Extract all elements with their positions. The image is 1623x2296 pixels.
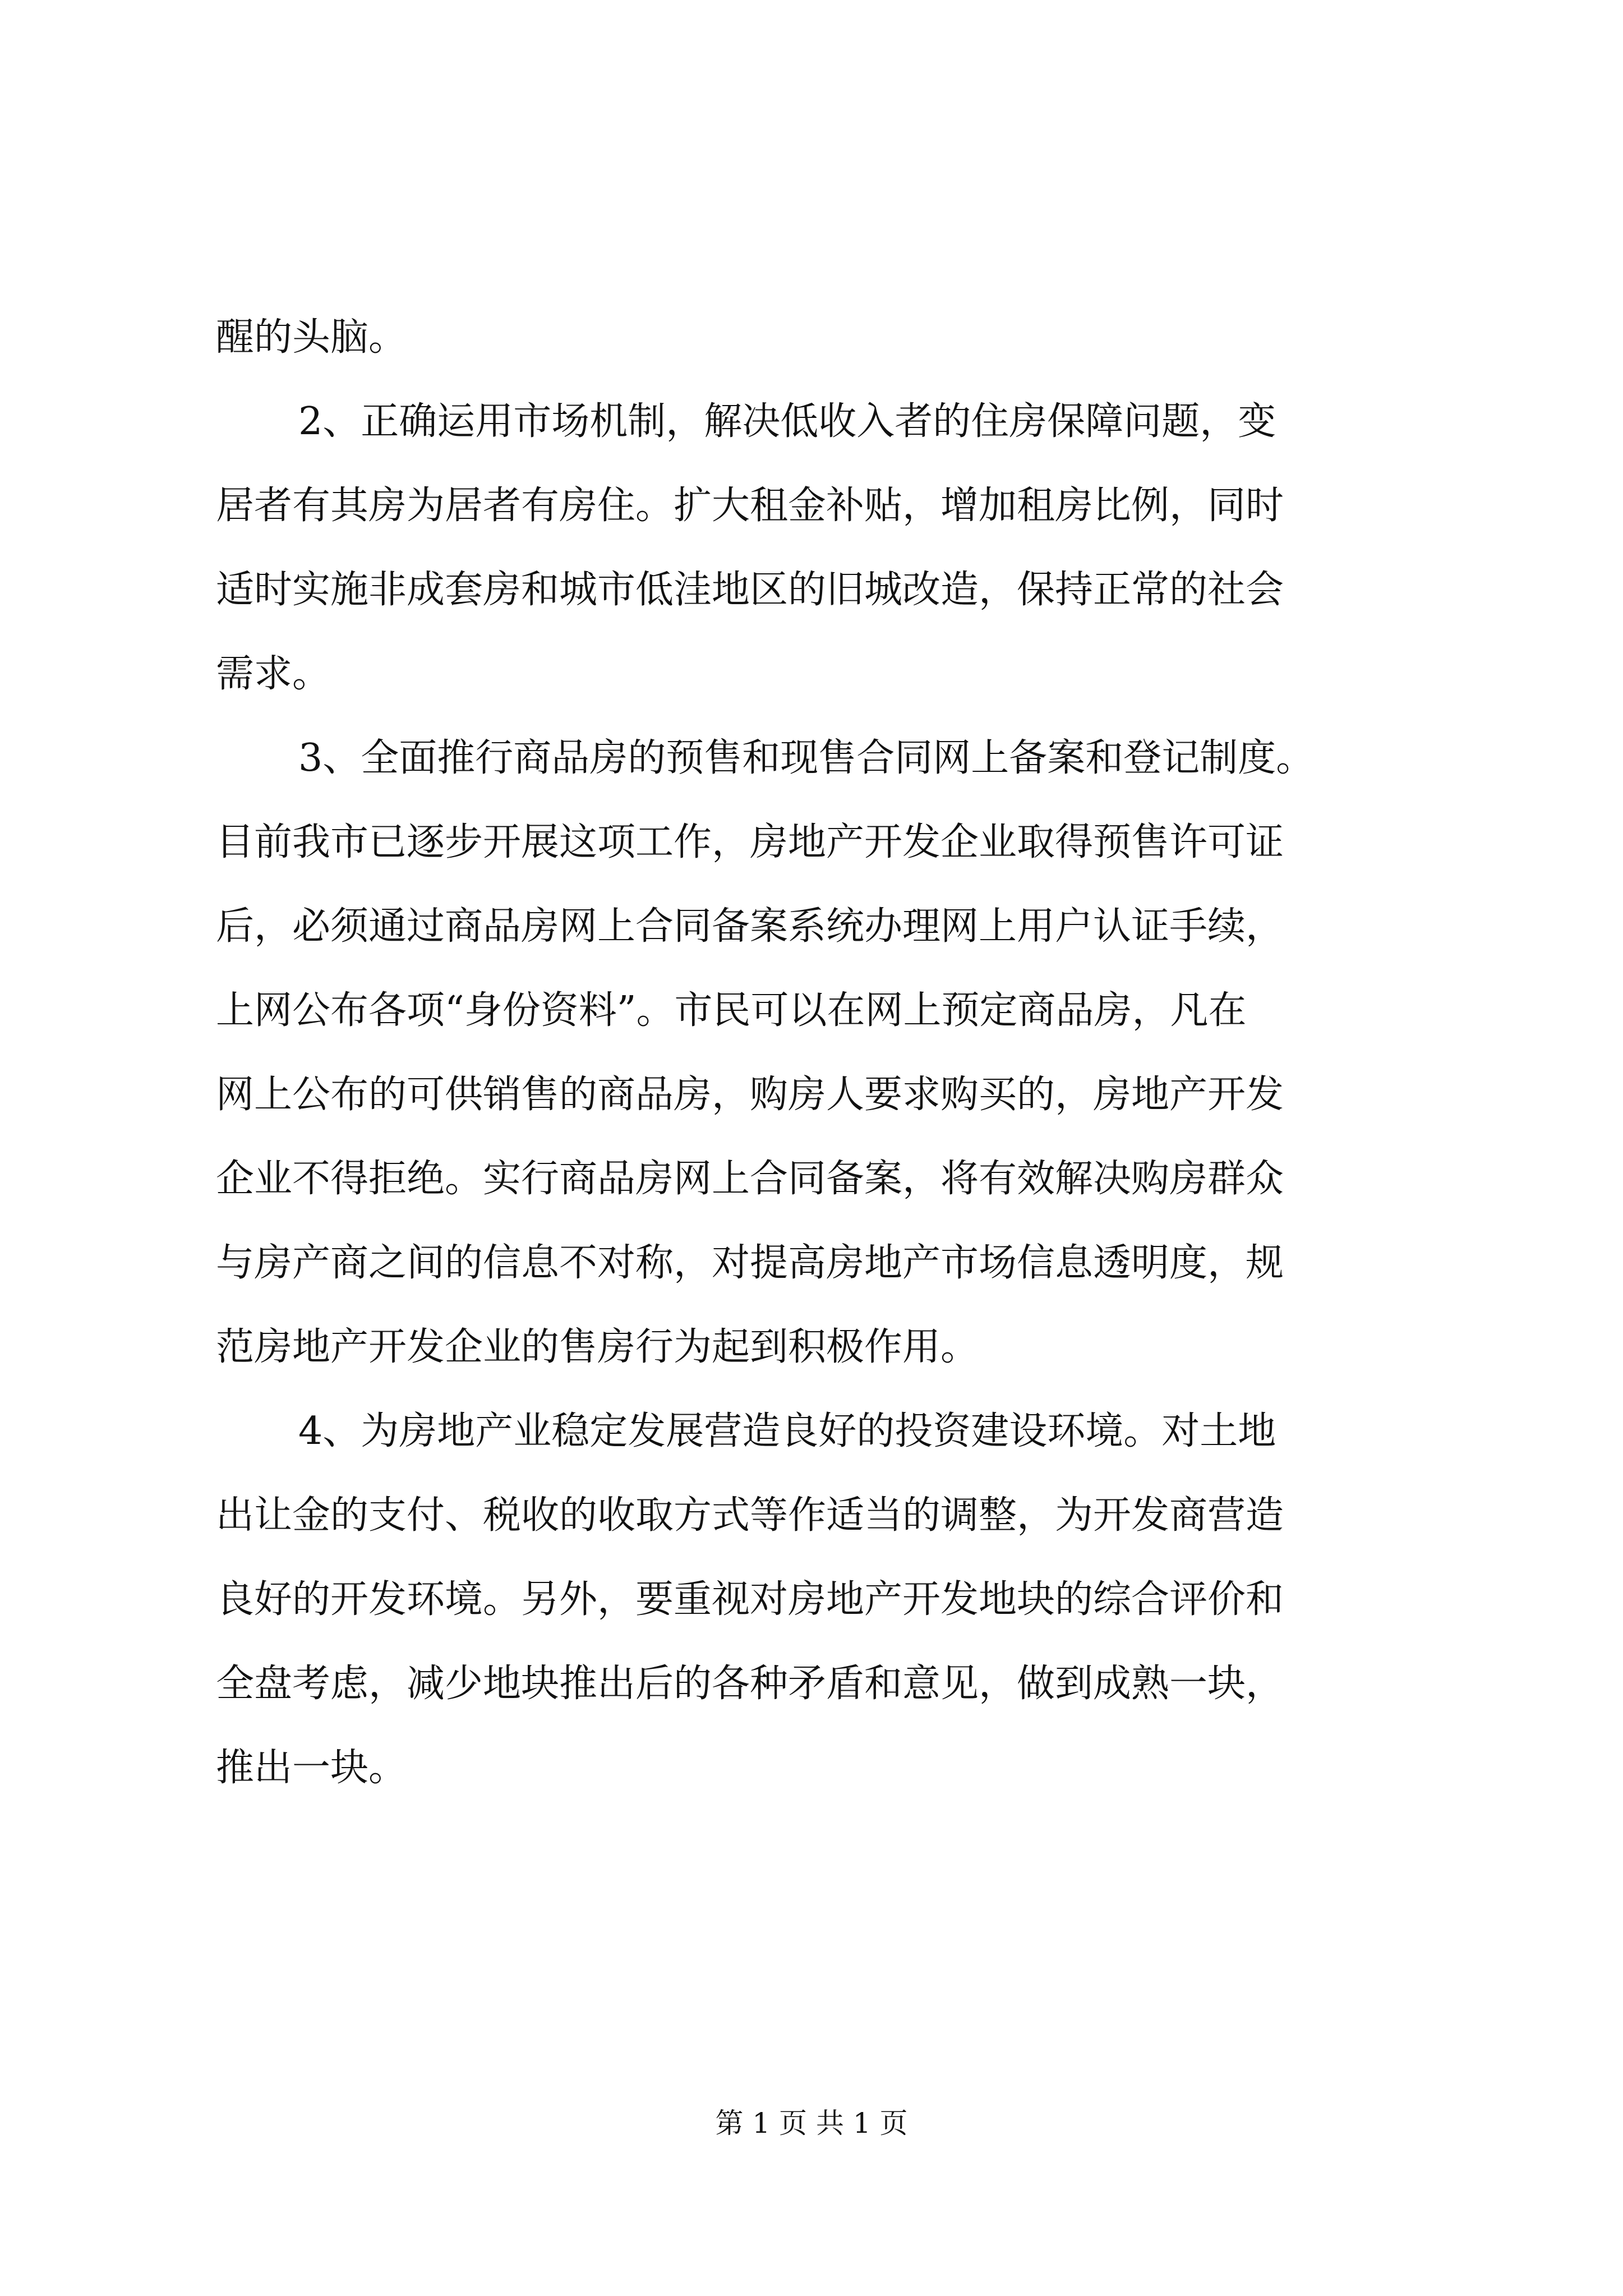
line-text: 3、全面推行商品房的预售和现售合同网上备案和登记制度。 — [298, 736, 1315, 780]
line-text: 推出一块。 — [216, 1746, 407, 1790]
line-text: 全盘考虑，减少地块推出后的各种矛盾和意见，做到成熟一块， — [216, 1662, 1284, 1706]
line-text: 目前我市已逐步开展这项工作，房地产开发企业取得预售许可证 — [216, 820, 1284, 864]
line-text: 良好的开发环境。另外，要重视对房地产开发地块的综合评价和 — [216, 1577, 1284, 1622]
line-text: 适时实施非成套房和城市低洼地区的旧城改造，保持正常的社会 — [216, 568, 1284, 612]
line-text: 4、为房地产业稳定发展营造良好的投资建设环境。对土地 — [298, 1409, 1276, 1453]
line-text: 网上公布的可供销售的商品房，购房人要求购买的，房地产开发 — [216, 1073, 1284, 1117]
line-text: 企业不得拒绝。实行商品房网上合同备案，将有效解决购房群众 — [216, 1157, 1284, 1201]
line-text: 2、正确运用市场机制，解决低收入者的住房保障问题，变 — [298, 399, 1276, 444]
page-footer — [0, 2104, 1623, 2143]
line-text: 上网公布各项“身份资料”。市民可以在网上预定商品房，凡在 — [216, 988, 1247, 1033]
line-text: 醒的头脑。 — [216, 315, 407, 360]
line-text: 范房地产开发企业的售房行为起到积极作用。 — [216, 1325, 979, 1369]
line-text: 需求。 — [216, 652, 331, 696]
line-text: 与房产商之间的信息不对称，对提高房地产市场信息透明度，规 — [216, 1241, 1284, 1285]
line-text: 出让金的支付、税收的收取方式等作适当的调整，为开发商营造 — [216, 1493, 1284, 1538]
line-text: 后，必须通过商品房网上合同备案系统办理网上用户认证手续， — [216, 904, 1284, 949]
page-number-label: 第 1 页 共 1 页 — [715, 2107, 908, 2139]
line-text: 居者有其房为居者有房住。扩大租金补贴，增加租房比例，同时 — [216, 484, 1284, 528]
